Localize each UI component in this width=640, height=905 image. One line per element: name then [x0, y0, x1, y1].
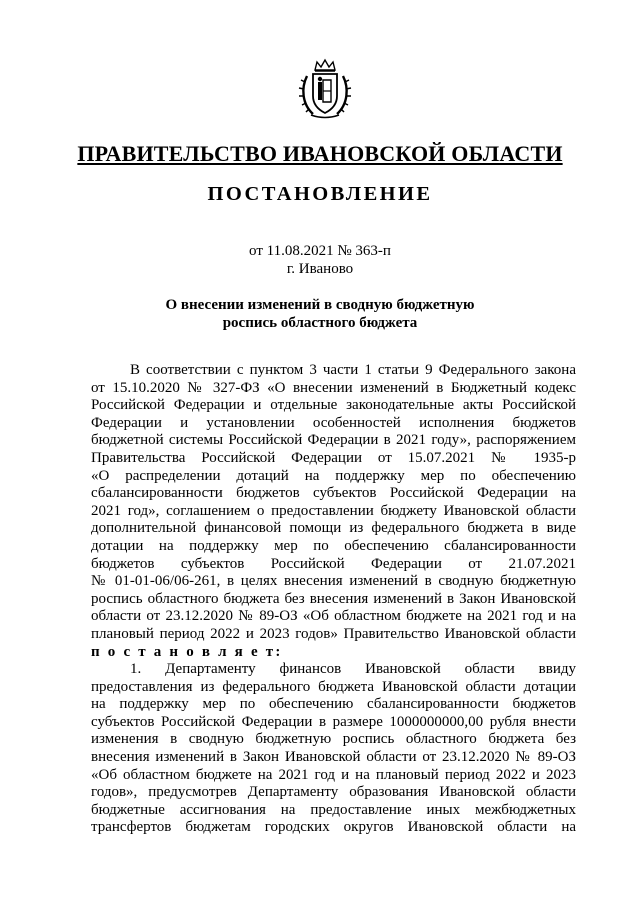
- body-text-line: от 15.10.2020 № 327-ФЗ «О внесении изменений в Бюджетный кодекс: [91, 379, 576, 396]
- document-body: [91, 362, 576, 837]
- resolution-keyword: п о с т а н о в л я е т:: [91, 643, 283, 660]
- body-text-line: Правительства Российской Федерации от 15.07.2021 № 1935-р: [91, 449, 576, 466]
- body-text-line: 1. Департаменту финансов Ивановской области ввиду: [130, 661, 576, 678]
- body-text-line: дополнительной финансовой помощи из федерального бюджета в виде: [91, 520, 576, 537]
- body-text-line: «Об областном бюджете на 2021 год и на плановый период 2022 и 2023: [91, 766, 576, 783]
- document-subject-line: роспись областного бюджета: [222, 315, 418, 331]
- body-text-line: изменения в сводную бюджетную роспись областного бюджета без: [91, 731, 576, 748]
- body-text-line: трансфертов бюджетам городских округов Ивановской области на: [91, 819, 576, 836]
- body-text-line: Российской Федерации и отдельные законодательные акты Российской: [91, 397, 576, 414]
- body-text-line: 2021 год», соглашением о предоставлении бюджету Ивановской области: [91, 502, 576, 519]
- coat-of-arms-icon: [297, 58, 353, 120]
- document-date-number: от 11.08.2021 № 363-п: [249, 243, 391, 259]
- body-text-line: области от 23.12.2020 № 89-ОЗ «Об областном бюджете на 2021 год и на: [91, 608, 576, 625]
- body-text-line: роспись областного бюджета без внесения изменений в Закон Ивановской: [91, 590, 576, 607]
- body-text-line: предоставления из федерального бюджета Ивановской области дотации: [91, 678, 576, 695]
- body-text-line: внесения изменений в Закон Ивановской области от 23.12.2020 № 89-ОЗ: [91, 749, 576, 766]
- document-type-title: ПОСТАНОВЛЕНИЕ: [207, 183, 433, 205]
- body-text-line: бюджетные ассигнования на предоставление иных межбюджетных: [91, 801, 576, 818]
- body-text-line: плановый период 2022 и 2023 годов» Правительство Ивановской области: [91, 625, 576, 642]
- document-city: г. Иваново: [286, 261, 354, 277]
- body-text-line: субъектов Российской Федерации в размере 1000000000,00 рубля внести: [91, 713, 576, 730]
- body-text-line: годов», предусмотрев Департаменту образования Ивановской области: [91, 784, 576, 801]
- document-subject-line: О внесении изменений в сводную бюджетную: [165, 297, 475, 313]
- body-text-line: «О распределении дотаций на поддержку мер по обеспечению: [91, 467, 576, 484]
- government-title: ПРАВИТЕЛЬСТВО ИВАНОВСКОЙ ОБЛАСТИ: [77, 141, 563, 166]
- body-text-line: дотации на поддержку мер по обеспечению сбалансированности: [91, 537, 576, 554]
- body-text-line: бюджетов субъектов Российской Федерации от 21.07.2021: [91, 555, 576, 572]
- body-text-line: на поддержку мер по обеспечению сбалансированности бюджетов: [91, 696, 576, 713]
- body-text-line: № 01-01-06/06-261, в целях внесения изменений в сводную бюджетную: [91, 573, 576, 590]
- body-text-line: сбалансированности бюджетов субъектов Российской Федерации на: [91, 485, 576, 502]
- body-text-line: В соответствии с пунктом 3 части 1 статьи 9 Федерального закона: [130, 362, 576, 378]
- body-text-line: Федерации и установлении особенностей исполнения бюджетов: [91, 414, 576, 431]
- body-text-line: бюджетной системы Российской Федерации в 2021 году», распоряжением: [91, 432, 576, 449]
